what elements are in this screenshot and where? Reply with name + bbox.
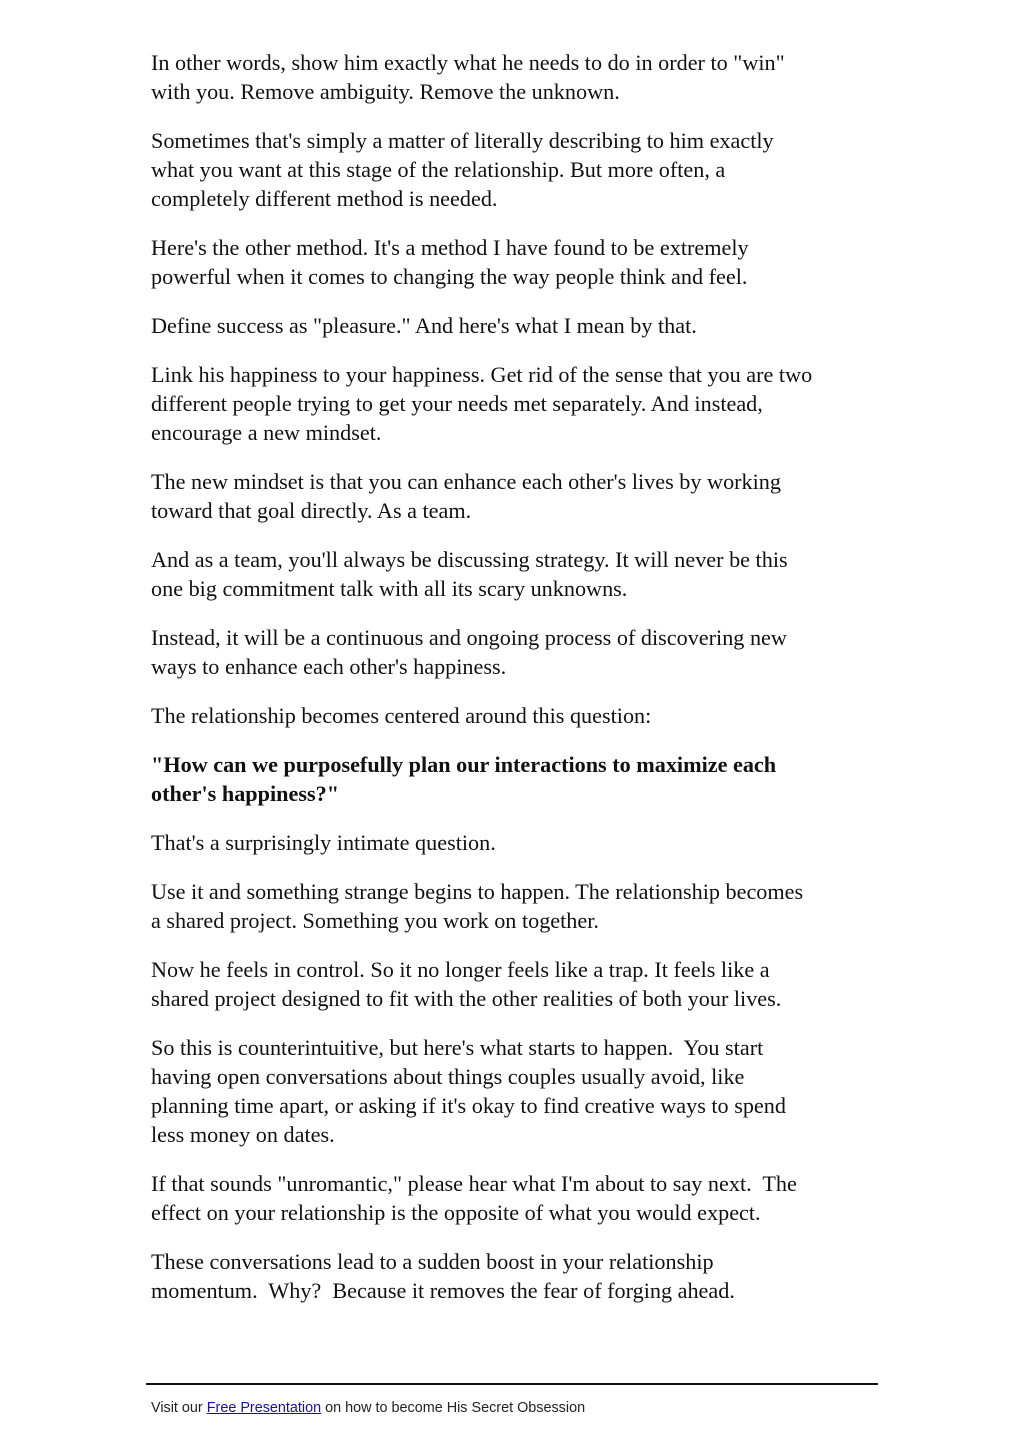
paragraph-16: These conversations lead to a sudden boost in your relationship momentum. Why? Because it removes the fear of forging ahead. (151, 1249, 735, 1304)
paragraph-1: In other words, show him exactly what he needs to do in order to "win" with you. Remove ambiguity. Remove the unknown. (151, 50, 785, 105)
paragraph-9: The relationship becomes centered around this question: (151, 703, 652, 729)
paragraph-15: If that sounds "unromantic," please hear what I'm about to say next. The effect on your relationship is the opposite of what you would expect. (151, 1171, 797, 1226)
paragraph-11: That's a surprisingly intimate question. (151, 830, 496, 855)
paragraph-3: Here's the other method. It's a method I have found to be extremely powerful when it comes to changing the way people think and feel. (151, 235, 749, 290)
paragraph-4: Define success as "pleasure." And here's what I mean by that. (151, 313, 697, 339)
footer-prefix: Visit our (151, 1400, 207, 1416)
free-presentation-link[interactable]: Free Presentation (206, 1400, 322, 1416)
footer-suffix: on how to become His Secret Obsession (321, 1400, 586, 1416)
key-question: "How can we purposefully plan our interactions to maximize each other's happiness?" (151, 752, 777, 807)
paragraph-6: The new mindset is that you can enhance each other's lives by working toward that goal directly. As a team. (151, 469, 781, 524)
article-body (151, 48, 873, 1325)
paragraph-7: And as a team, you'll always be discussing strategy. It will never be this one big commitment talk with all its scary unknowns. (151, 547, 788, 602)
footer (151, 1399, 585, 1417)
paragraph-14: So this is counterintuitive, but here's what starts to happen. You start having open conversations about things couples usually avoid, like planning time apart, or asking if it's okay to find creative ways to spend less money on dates. (151, 1034, 786, 1148)
paragraph-12: Use it and something strange begins to happen. The relationship becomes a shared project. Something you work on together. (151, 878, 804, 933)
footer-divider (146, 1383, 878, 1385)
paragraph-8: Instead, it will be a continuous and ongoing process of discovering new ways to enhance each other's happiness. (151, 625, 787, 680)
paragraph-5: Link his happiness to your happiness. Get rid of the sense that you are two different people trying to get your needs met separately. And instead, encourage a new mindset. (151, 362, 813, 446)
paragraph-13: Now he feels in control. So it no longer feels like a trap. It feels like a shared project designed to fit with the other realities of both your lives. (151, 956, 782, 1011)
paragraph-2: Sometimes that's simply a matter of literally describing to him exactly what you want at this stage of the relationship. But more often, a completely different method is needed. (151, 128, 774, 212)
